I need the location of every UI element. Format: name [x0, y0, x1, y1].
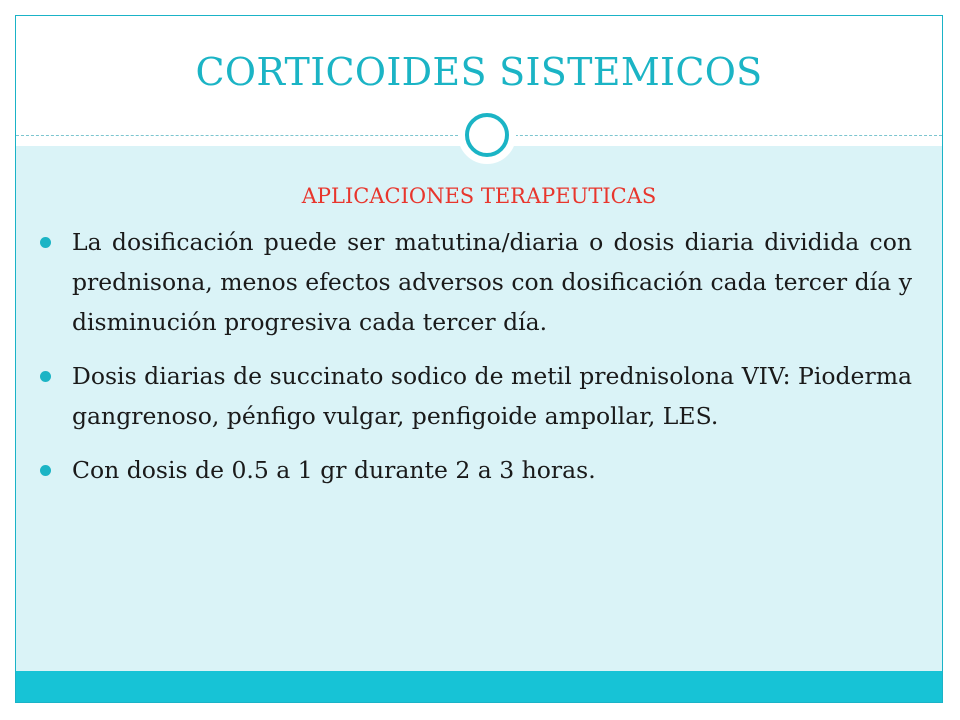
ring-icon: [458, 106, 516, 164]
slide-frame: [15, 15, 943, 703]
bullet-item: [40, 450, 912, 490]
section-subheading: APLICACIONES TERAPEUTICAS: [301, 184, 657, 208]
ring-inner-circle: [465, 113, 509, 157]
bullet-dot-icon: [40, 371, 51, 382]
bullet-dot-icon: [40, 465, 51, 476]
bullet-text: Con dosis de 0.5 a 1 gr durante 2 a 3 horas.: [72, 456, 596, 484]
slide-title: CORTICOIDES SISTEMICOS: [195, 50, 763, 94]
bullet-dot-icon: [40, 237, 51, 248]
bullet-item: [40, 222, 912, 342]
bullet-item: [40, 356, 912, 436]
footer-bar: [16, 671, 942, 702]
bullet-text: La dosificación puede ser matutina/diaria o dosis diaria dividida con prednisona, menos efectos adversos con dosificación cada tercer día y disminución progresiva cada tercer día.: [72, 228, 912, 336]
bullet-text: Dosis diarias de succinato sodico de metil prednisolona VIV: Pioderma gangrenoso, pénfigo vulgar, penfigoide ampollar, LES.: [72, 362, 912, 430]
bullet-list: [40, 222, 912, 504]
content-area: [16, 146, 942, 671]
